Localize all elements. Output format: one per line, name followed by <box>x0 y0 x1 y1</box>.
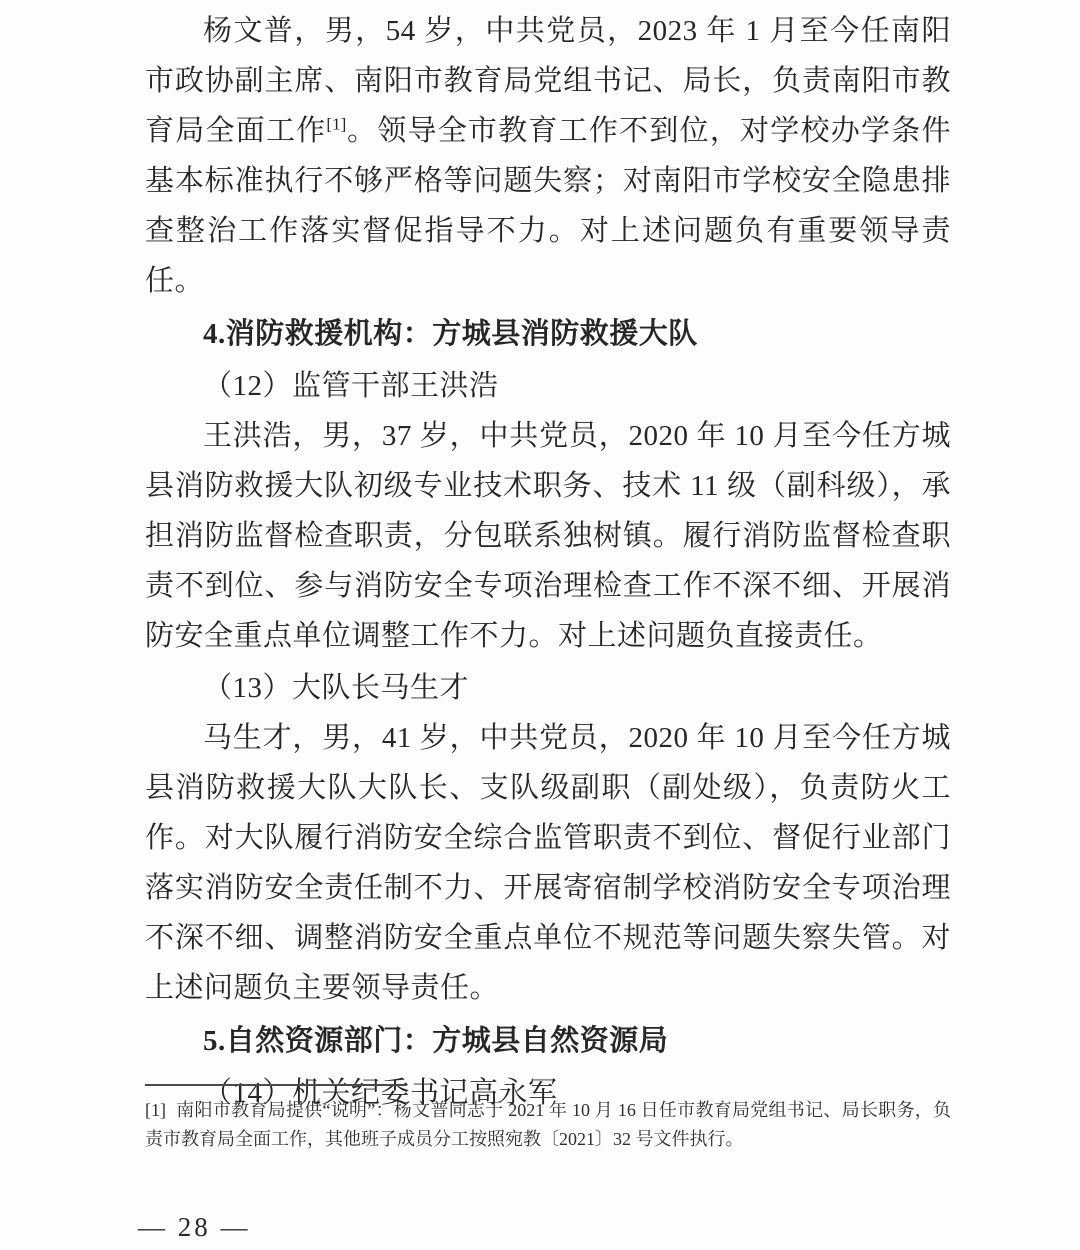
footnote-area <box>145 1084 951 1154</box>
section-heading-4-fire-rescue: 4.消防救援机构：方城县消防救援大队 <box>203 318 698 350</box>
footnote-reference-1: [1] <box>326 114 347 134</box>
footnote-1-text: 南阳市教育局提供“说明”：杨文普同志于 2021 年 10 月 16 日任市教育局党组书记、局长职务，负责市教育局全面工作，其他班子成员分工按照宛教〔2021〕32 号文件执行。 <box>145 1100 951 1149</box>
footnote-1-marker: [1] <box>145 1100 166 1120</box>
paragraph-wang-honghao: 王洪浩，男，37 岁，中共党员，2020 年 10 月至今任方城县消防救援大队初级专业技术职务、技术 11 级（副科级），承担消防监督检查职责，分包联系独树镇。履行消防监督检查职责不到位、参与消防安全专项治理检查工作不深不细、开展消防安全重点单位调整工作不力。对上述问题负直接责任。 <box>145 420 951 652</box>
section-heading-5-natural-resources: 5.自然资源部门：方城县自然资源局 <box>203 1025 669 1057</box>
paragraph-ma-shengcai: 马生才，男，41 岁，中共党员，2020 年 10 月至今任方城县消防救援大队大队长、支队级副职（副处级），负责防火工作。对大队履行消防安全综合监管职责不到位、督促行业部门落实消防安全责任制不力、开展寄宿制学校消防安全专项治理不深不细、调整消防安全重点单位不规范等问题失察失管。对上述问题负主要领导责任。 <box>145 722 951 1004</box>
footnote-separator-rule <box>145 1084 407 1086</box>
paragraph-yang-text-after: 。领导全市教育工作不到位，对学校办学条件基本标准执行不够严格等问题失察；对南阳市学校安全隐患排查整治工作落实督促指导不力。对上述问题负有重要领导责任。 <box>145 115 951 297</box>
document-body <box>145 6 951 1118</box>
footnote-1 <box>145 1096 951 1154</box>
subheading-12-wang-honghao: （12）监管干部王洪浩 <box>203 370 499 402</box>
subheading-13-ma-shengcai: （13）大队长马生才 <box>203 672 470 704</box>
subheading-14-gao-yongjun: （14）机关纪委书记高永军 <box>203 1077 558 1109</box>
page-number: — 28 — <box>138 1212 251 1242</box>
paragraph-yang-wenpu <box>145 6 951 306</box>
paragraph-yang-text-before: 杨文普，男，54 岁，中共党员，2023 年 1 月至今任南阳市政协副主席、南阳市教育局党组书记、局长，负责南阳市教育局全面工作 <box>145 15 951 147</box>
